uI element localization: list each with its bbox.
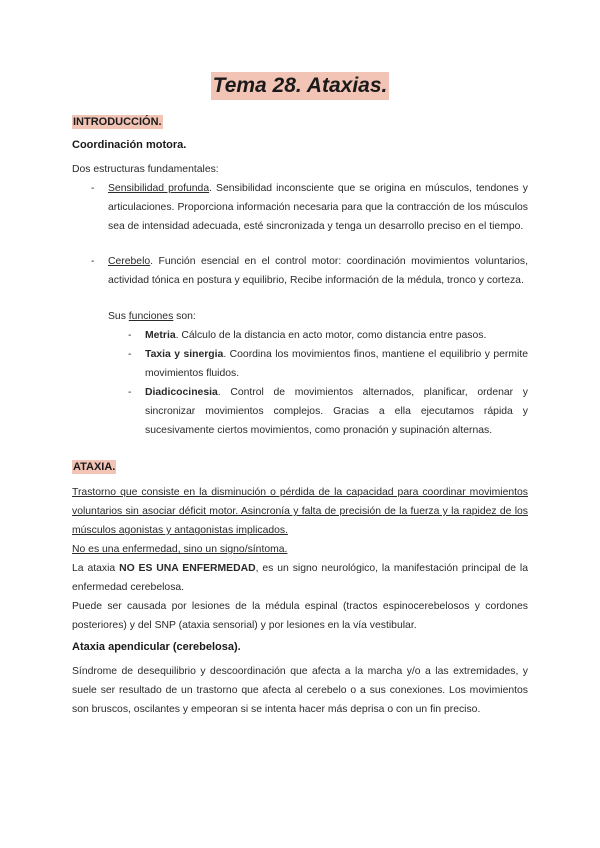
bullet-dash: - xyxy=(128,330,132,341)
ataxia-paragraph-2: Puede ser causada por lesiones de la médula espinal (tractos espinocerebelosos y cordones posteriores) y del SNP (ataxia sensorial) y por lesiones en la vía vestibular. xyxy=(72,601,528,631)
intro-heading: INTRODUCCIÓN. xyxy=(73,116,162,128)
item-term: Cerebelo xyxy=(108,256,151,267)
item-term: Sensibilidad profunda xyxy=(108,183,210,194)
bullet-dash: - xyxy=(128,349,132,360)
p1-post: , es un signo neurológico, la manifestación principal de la enfermedad cerebelosa. xyxy=(72,563,528,593)
ataxia-definition xyxy=(72,483,528,540)
funciones-lead xyxy=(108,307,528,326)
funcion-term: Diadicocinesia xyxy=(145,387,218,398)
funcion-text: . Control de movimientos alternados, planificar, ordenar y sincronizar movimientos complejos. Gracias a ella ejecutamos rápida y sucesivamente ciertos movimientos, como pronación y supinación alternas. xyxy=(145,387,528,436)
bullet-dash: - xyxy=(128,387,132,398)
funcion-taxia xyxy=(145,345,528,383)
item-sensibilidad xyxy=(108,179,528,236)
intro-lead: Dos estructuras fundamentales: xyxy=(72,164,219,175)
funcion-text: . Cálculo de la distancia en acto motor, como distancia entre pasos. xyxy=(175,330,487,341)
ataxia-not-disease xyxy=(72,540,528,559)
bullet-dash: - xyxy=(91,183,95,194)
item-text: . Sensibilidad inconsciente que se origina en músculos, tendones y articulaciones. Proporciona información necesaria para que la contracción de los músculos sea de intensidad adecuada, esté sincronizada y tenga un desarrollo preciso en el tiempo. xyxy=(108,183,528,232)
funcion-metria xyxy=(145,326,528,345)
page-title: Tema 28. Ataxias. xyxy=(211,72,390,100)
ataxia-not-disease-text: No es una enfermedad, sino un signo/síntoma. xyxy=(72,544,288,555)
ataxia-paragraph-1 xyxy=(72,559,528,597)
bullet-dash: - xyxy=(91,256,95,267)
intro-subheading: Coordinación motora. xyxy=(72,139,187,151)
title-wrap xyxy=(0,72,600,100)
p1-bold: NO ES UNA ENFERMEDAD xyxy=(119,563,256,574)
funciones-word: funciones xyxy=(128,311,174,322)
funcion-term: Taxia y sinergia xyxy=(145,349,224,360)
ataxia-definition-text: Trastorno que consiste en la disminución o pérdida de la capacidad para coordinar movimientos voluntarios sin asociar déficit motor. Asincronía y falta de precisión de la fuerza y la rapidez de los músculos agonistas y antagonistas implicados. xyxy=(72,487,528,536)
item-cerebelo xyxy=(108,252,528,290)
funcion-term: Metria xyxy=(145,330,176,341)
funciones-pre: Sus xyxy=(108,311,129,322)
apendicular-heading: Ataxia apendicular (cerebelosa). xyxy=(72,641,241,653)
ataxia-heading: ATAXIA. xyxy=(73,461,116,473)
apendicular-text: Síndrome de desequilibrio y descoordinación que afecta a la marcha y/o a las extremidades, y suele ser resultado de un trastorno que afecta al cerebelo o a sus conexiones. Los movimientos son bruscos, oscilantes y empeoran si se intenta hacer más deprisa o con un fin preciso. xyxy=(72,666,528,715)
item-text: . Función esencial en el control motor: coordinación movimientos voluntarios, actividad tónica en postura y equilibrio, Recibe información de la médula, tronco y corteza. xyxy=(108,256,528,286)
funciones-post: son: xyxy=(173,311,196,322)
p1-pre: La ataxia xyxy=(72,563,120,574)
funcion-text: . Coordina los movimientos finos, mantiene el equilibrio y permite movimientos fluidos. xyxy=(145,349,528,379)
funcion-diadicocinesia xyxy=(145,383,528,440)
